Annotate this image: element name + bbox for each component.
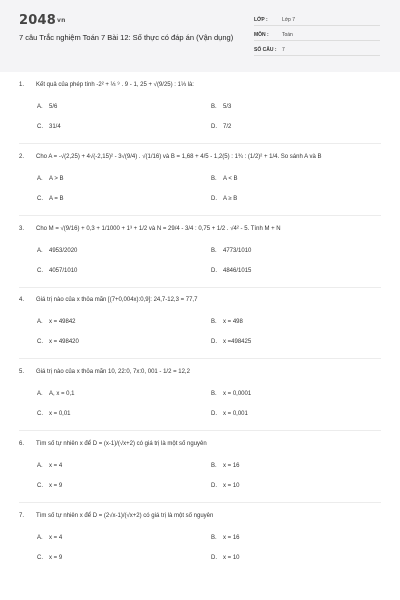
option-letter: C. bbox=[37, 555, 43, 561]
option-letter: B. bbox=[211, 248, 217, 254]
divider bbox=[19, 358, 381, 359]
option-letter: D. bbox=[211, 411, 217, 417]
option-text: x =498425 bbox=[223, 339, 252, 345]
option-letter: D. bbox=[211, 124, 217, 130]
option-text: 5/6 bbox=[49, 104, 58, 110]
question-number: 3. bbox=[19, 226, 25, 232]
question-number: 1. bbox=[19, 82, 25, 88]
option-letter: C. bbox=[37, 411, 43, 417]
question-stem bbox=[19, 368, 389, 376]
option-text: A ≥ B bbox=[223, 196, 238, 202]
meta-value: Lớp 7 bbox=[282, 17, 296, 23]
option-letter: A. bbox=[37, 535, 43, 541]
divider bbox=[19, 287, 381, 288]
option-text: x = 4 bbox=[49, 463, 63, 469]
option-b[interactable] bbox=[211, 534, 240, 542]
question-text: Kết quả của phép tính -2² + ⅓ ⁹ . 9 - 1, 25 + √(9/25) : 1⅓ là: bbox=[36, 82, 194, 88]
question-number: 4. bbox=[19, 297, 25, 303]
divider bbox=[19, 502, 381, 503]
option-text: 7/2 bbox=[223, 124, 232, 130]
option-a[interactable] bbox=[37, 318, 76, 326]
option-c[interactable] bbox=[37, 123, 61, 131]
option-letter: C. bbox=[37, 268, 43, 274]
meta-row-class bbox=[254, 14, 380, 26]
option-text: x = 498 bbox=[223, 319, 243, 325]
quiz-meta bbox=[254, 14, 380, 59]
meta-row-subject bbox=[254, 29, 380, 41]
option-text: 31/4 bbox=[49, 124, 61, 130]
option-letter: D. bbox=[211, 196, 217, 202]
option-letter: D. bbox=[211, 555, 217, 561]
option-d[interactable] bbox=[211, 410, 248, 418]
question-stem bbox=[19, 81, 389, 89]
option-text: 4953/2020 bbox=[49, 248, 78, 254]
option-text: x = 9 bbox=[49, 483, 63, 489]
option-letter: B. bbox=[211, 463, 217, 469]
divider bbox=[19, 430, 381, 431]
option-letter: B. bbox=[211, 319, 217, 325]
option-c[interactable] bbox=[37, 410, 71, 418]
option-text: x = 49842 bbox=[49, 319, 76, 325]
option-text: x = 9 bbox=[49, 555, 63, 561]
option-text: 4773/1010 bbox=[223, 248, 252, 254]
divider bbox=[19, 215, 381, 216]
option-d[interactable] bbox=[211, 267, 251, 275]
meta-key: MÔN : bbox=[254, 32, 269, 38]
option-d[interactable] bbox=[211, 338, 251, 346]
question-stem bbox=[19, 153, 389, 161]
option-b[interactable] bbox=[211, 175, 238, 183]
header bbox=[0, 0, 400, 72]
option-text: x = 498420 bbox=[49, 339, 79, 345]
divider bbox=[19, 143, 381, 144]
option-c[interactable] bbox=[37, 338, 79, 346]
option-c[interactable] bbox=[37, 554, 62, 562]
option-b[interactable] bbox=[211, 390, 251, 398]
question-stem bbox=[19, 512, 389, 520]
option-c[interactable] bbox=[37, 482, 62, 490]
option-text: 5/3 bbox=[223, 104, 232, 110]
question-text: Giá trị nào của x thỏa mãn [(7+0,004x):0,9]: 24,7-12,3 = 77,7 bbox=[36, 297, 198, 303]
option-c[interactable] bbox=[37, 267, 77, 275]
option-text: x = 0,0001 bbox=[223, 391, 252, 397]
option-text: 4846/1015 bbox=[223, 268, 252, 274]
option-b[interactable] bbox=[211, 103, 231, 111]
question-text: Cho A = -√(2,25) + 4√(-2,15)² - 3√(9/4) . √(1/16) và B = 1,68 + 4/5 - 1,2(5) : 1¾ : (1/2)² + 1/4. So sánh A và B bbox=[36, 154, 322, 160]
option-a[interactable] bbox=[37, 247, 77, 255]
option-a[interactable] bbox=[37, 534, 62, 542]
option-c[interactable] bbox=[37, 195, 64, 203]
meta-value: Toán bbox=[282, 32, 293, 38]
meta-key: LỚP : bbox=[254, 17, 268, 23]
option-letter: A. bbox=[37, 391, 43, 397]
option-b[interactable] bbox=[211, 247, 251, 255]
meta-row-count bbox=[254, 44, 380, 56]
meta-key: SỐ CÂU : bbox=[254, 47, 277, 53]
option-text: A > B bbox=[49, 176, 64, 182]
question-text: Giá trị nào của x thỏa mãn 10, 22:0, 7x:0, 001 - 1/2 = 12,2 bbox=[36, 369, 190, 375]
option-letter: A. bbox=[37, 463, 43, 469]
page-title: 7 câu Trắc nghiệm Toán 7 Bài 12: Số thực có đáp án (Vận dụng) bbox=[19, 33, 234, 42]
option-letter: A. bbox=[37, 319, 43, 325]
option-text: A < B bbox=[223, 176, 238, 182]
logo-suffix: vn bbox=[56, 17, 66, 24]
question-text: Tìm số tự nhiên x để D = (2√x-1)/(√x+2) có giá trị là một số nguyên bbox=[36, 513, 214, 519]
option-text: A = B bbox=[49, 196, 64, 202]
option-b[interactable] bbox=[211, 462, 240, 470]
option-d[interactable] bbox=[211, 554, 240, 562]
question-number: 5. bbox=[19, 369, 25, 375]
option-a[interactable] bbox=[37, 103, 57, 111]
question-stem bbox=[19, 225, 389, 233]
option-letter: C. bbox=[37, 196, 43, 202]
option-letter: C. bbox=[37, 339, 43, 345]
option-text: x = 4 bbox=[49, 535, 63, 541]
option-letter: B. bbox=[211, 176, 217, 182]
option-letter: A. bbox=[37, 176, 43, 182]
option-d[interactable] bbox=[211, 195, 237, 203]
site-logo[interactable] bbox=[19, 13, 66, 28]
question-number: 6. bbox=[19, 441, 25, 447]
option-text: x = 0,001 bbox=[223, 411, 248, 417]
option-letter: B. bbox=[211, 391, 217, 397]
option-letter: A. bbox=[37, 248, 43, 254]
option-letter: B. bbox=[211, 104, 217, 110]
option-b[interactable] bbox=[211, 318, 243, 326]
question-stem bbox=[19, 296, 389, 304]
question-stem bbox=[19, 440, 389, 448]
option-text: x = 16 bbox=[223, 535, 240, 541]
option-text: 4057/1010 bbox=[49, 268, 78, 274]
option-letter: D. bbox=[211, 483, 217, 489]
question-number: 7. bbox=[19, 513, 25, 519]
option-letter: D. bbox=[211, 339, 217, 345]
option-letter: C. bbox=[37, 483, 43, 489]
logo-text: 2048 bbox=[19, 13, 56, 28]
option-d[interactable] bbox=[211, 123, 231, 131]
meta-value: 7 bbox=[282, 47, 285, 53]
option-text: x = 10 bbox=[223, 483, 240, 489]
option-letter: D. bbox=[211, 268, 217, 274]
option-letter: B. bbox=[211, 535, 217, 541]
option-text: x = 10 bbox=[223, 555, 240, 561]
question-text: Cho M = √(9/16) + 0,3 + 1/1000 + 1³ + 1/2 và N = 29/4 - 3/4 : 0,75 + 1/2 . √4² - 5. Tính M + N bbox=[36, 226, 281, 232]
option-text: x = 0,01 bbox=[49, 411, 71, 417]
option-text: x = 16 bbox=[223, 463, 240, 469]
option-a[interactable] bbox=[37, 462, 62, 470]
option-d[interactable] bbox=[211, 482, 240, 490]
option-letter: A. bbox=[37, 104, 43, 110]
question-text: Tìm số tự nhiên x để D = (x-1)/(√x+2) có giá trị là một số nguyên bbox=[36, 441, 207, 447]
option-letter: C. bbox=[37, 124, 43, 130]
option-text: A, x = 0,1 bbox=[49, 391, 75, 397]
option-a[interactable] bbox=[37, 390, 75, 398]
question-number: 2. bbox=[19, 154, 25, 160]
option-a[interactable] bbox=[37, 175, 64, 183]
